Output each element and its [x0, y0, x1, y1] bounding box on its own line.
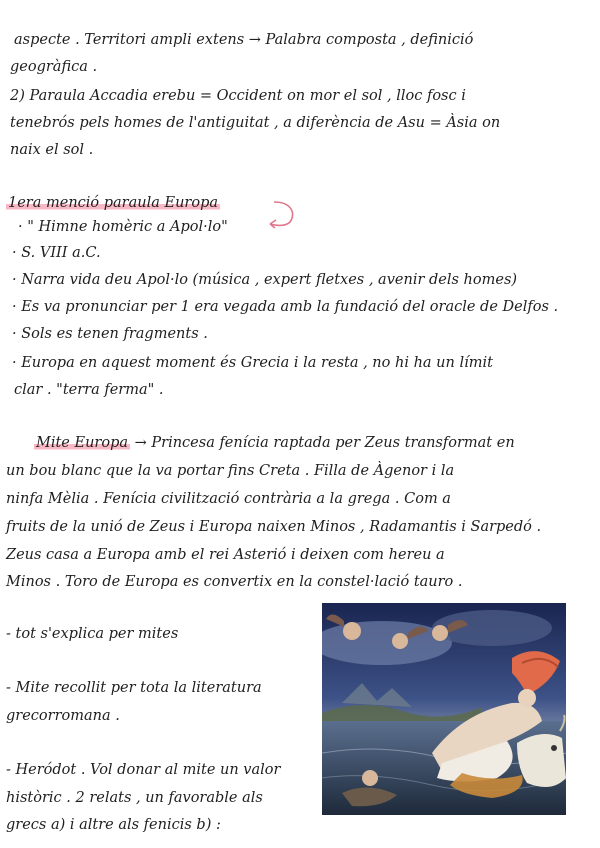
text-line: naix el sol . [10, 142, 94, 158]
highlighted-heading: 1era menció paraula Europa [8, 195, 219, 211]
section-heading [6, 193, 220, 213]
text-line: ninfa Mèlia . Fenícia civilització contrària a la grega . Com a [6, 491, 451, 507]
list-item: · " Himne homèric a Apol·lo" [18, 219, 228, 235]
text-line: tenebrós pels homes de l'antiguitat , a diferència de Asu = Àsia on [10, 115, 501, 131]
painting-rape-of-europa-icon [322, 603, 566, 815]
text-line: 2) Paraula Accadia erebu = Occident on mor el sol , lloc fosc i [10, 88, 466, 104]
list-item: · Narra vida deu Apol·lo (música , expert fletxes , avenir dels homes) [12, 272, 518, 288]
bullet-item: - Mite recollit per tota la literatura [6, 680, 262, 696]
text-line: fruits de la unió de Zeus i Europa naixen Minos , Radamantis i Sarpedó . [6, 519, 542, 535]
list-item: · Sols es tenen fragments . [12, 326, 208, 342]
list-item: · Es va pronunciar per 1 era vegada amb la fundació del oracle de Delfos . [12, 299, 559, 315]
list-item: clar . "terra ferma" . [14, 382, 164, 398]
text-line: Zeus casa a Europa amb el rei Asterió i deixen com hereu a [6, 547, 445, 563]
text-line: un bou blanc que la va portar fins Creta . Filla de Àgenor i la [6, 463, 455, 479]
bullet-item-continued: grecs a) i altre als fenicis b) : [6, 817, 221, 833]
highlighted-heading: Mite Europa [36, 435, 129, 451]
list-item: · S. VIII a.C. [12, 245, 101, 261]
list-item: · Europa en aquest moment és Grecia i la resta , no hi ha un límit [12, 355, 493, 371]
bullet-item: - Heródot . Vol donar al mite un valor [6, 762, 281, 778]
curved-arrow-icon [266, 198, 302, 232]
bullet-item-continued: grecorromana . [6, 708, 120, 724]
text-line: aspecte . Territori ampli extens → Palabra composta , definició [14, 32, 474, 48]
heading-continuation: → Princesa fenícia raptada per Zeus transformat en [134, 435, 515, 451]
text-line: geogràfica . [10, 59, 98, 75]
bullet-item: - tot s'explica per mites [6, 626, 179, 642]
painting-image [322, 603, 566, 815]
bullet-item-continued: històric . 2 relats , un favorable als [6, 790, 263, 806]
section-first-line [34, 433, 515, 453]
text-line: Minos . Toro de Europa es convertix en la constel·lació tauro . [6, 574, 463, 590]
